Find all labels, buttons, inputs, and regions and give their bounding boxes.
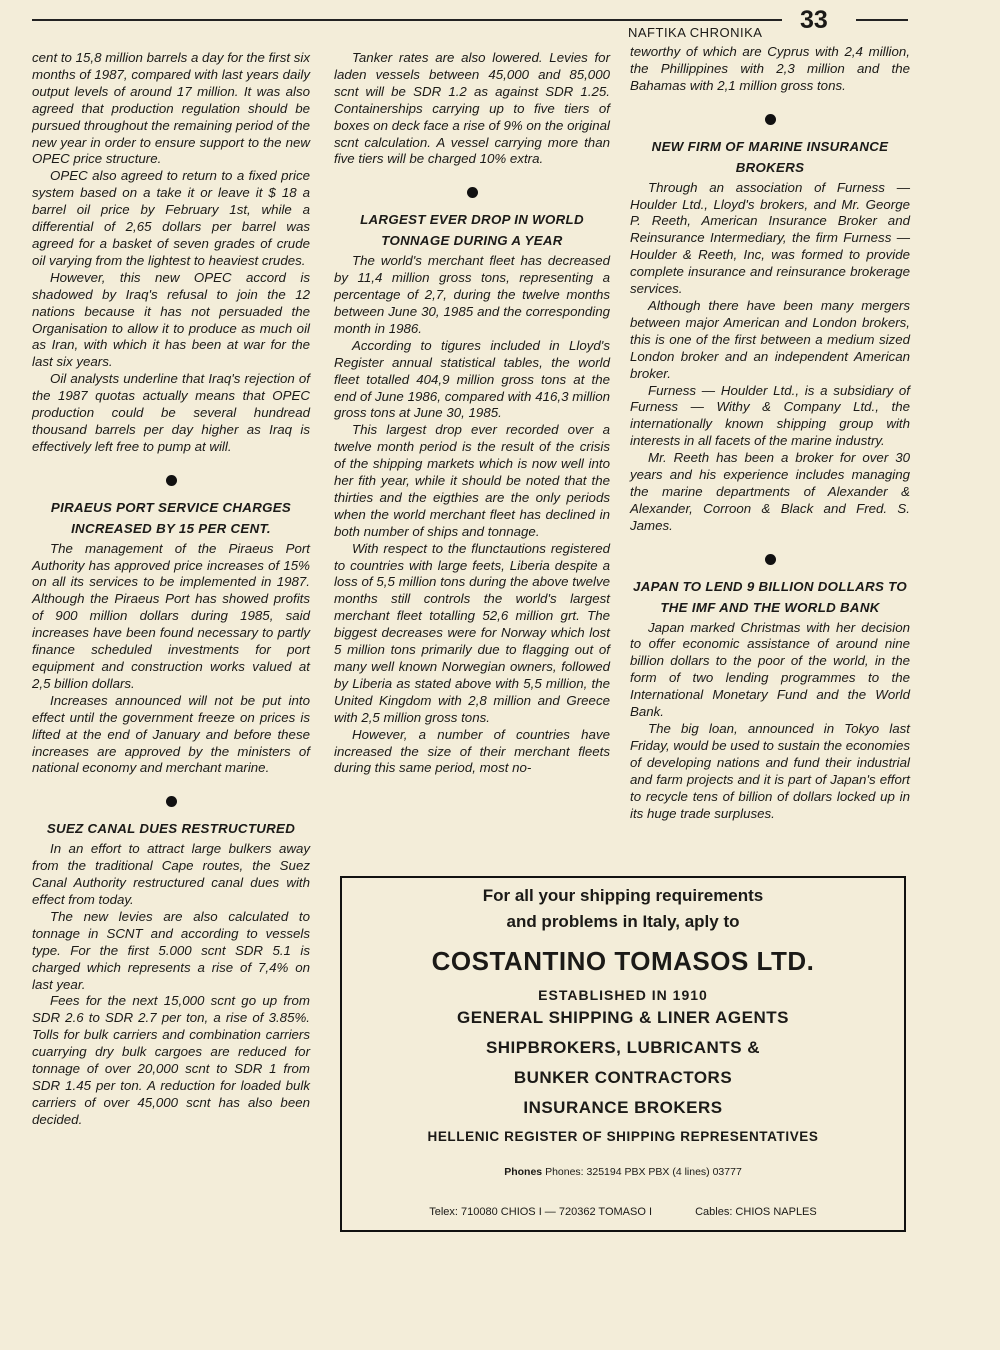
article-paragraph: Furness — Houlder Ltd., is a subsidiary of Furness — Withy & Company Ltd., the internationally known shipping group with interests in all facets of the marine industry. [630, 382, 910, 449]
headline: LARGEST EVER DROP IN WORLD TONNAGE DURING A YEAR [360, 212, 584, 249]
section-divider [32, 474, 310, 491]
japan-article [630, 576, 910, 823]
section-divider [630, 553, 910, 570]
article-paragraph: The new levies are also calculated to tonnage in SCNT and according to vessels type. For the first 5.000 scnt SDR 5.1 is charged which represents a rise of 7,4% on last year. [32, 908, 310, 992]
article-paragraph: In an effort to attract large bulkers away from the traditional Cape routes, the Suez Canal Authority restructured canal dues with effect from today. [32, 841, 310, 907]
article-paragraph: Although there have been many mergers between major American and London brokers, this is one of the first between a medium sized London broker and an independent American broker. [630, 297, 910, 381]
article-paragraph: cent to 15,8 million barrels a day for the first six months of 1987, compared with last years daily output levels of around 17 million. It was also agreed that production regulation should be pursued throughout the remaining period of the new year in order to ensure support to the new OPEC price structure. [32, 50, 310, 167]
ad-service: INSURANCE BROKERS [523, 1098, 723, 1117]
article-paragraph: OPEC also agreed to return to a fixed price system based on a take it or leave it $ 18 a barrel oil price by February 1st, while a differential of 2,65 dollars per barrel was agreed for a basket of seven grades of crude oil varying from the lightest to heaviest crudes. [32, 168, 310, 268]
opec-article [32, 50, 310, 456]
publication-title: NAFTIKA CHRONIKA [628, 25, 763, 40]
bullet-dot-icon [467, 187, 478, 198]
article-paragraph: The world's merchant fleet has decreased by 11,4 million gross tons, representing a percentage of 2,7, during the twelve months between June 30, 1985 and the corresponding month in 1986. [334, 253, 610, 336]
headline: JAPAN TO LEND 9 BILLION DOLLARS TO THE IMF AND THE WORLD BANK [633, 578, 907, 615]
bullet-dot-icon [166, 796, 177, 807]
ad-service: SHIPBROKERS, LUBRICANTS & [485, 1038, 761, 1057]
headline: PIRAEUS PORT SERVICE CHARGES INCREASED BY 15 PER CENT. [50, 499, 292, 536]
ad-phones-number: Phones: 325194 PBX PBX (4 lines) 03777 [545, 1166, 742, 1178]
piraeus-article [32, 497, 310, 778]
article-paragraph: With respect to the flunctautions registered to countries with large feets, Liberia despite a loss of 5,5 million tons during the above twelve months still controls the world's largest merchant fleet totalling 52,6 million grt. The biggest decreases were for Norway which lost 5 million tons primarily due to flagging out of many well known Norwegian owners, followed by Liberia as stated above with 5,5 million, the United Kingdom with 2,8 million and Greece with 2,5 million gross tons. [334, 540, 610, 725]
header-rule-left [32, 19, 782, 21]
section-divider [334, 186, 610, 203]
bullet-dot-icon [765, 554, 776, 565]
ad-register: HELLENIC REGISTER OF SHIPPING REPRESENTATIVES [427, 1129, 819, 1144]
column-2 [334, 50, 610, 777]
ad-tagline-2: and problems in Italy, aply to [506, 912, 740, 931]
ad-tagline-1: For all your shipping requirements [482, 886, 764, 905]
article-paragraph: teworthy of which are Cyprus with 2,4 million, the Phillippines with 2,3 million and the Bahamas with 2,1 million gross tons. [630, 44, 910, 93]
headline: NEW FIRM OF MARINE INSURANCE BROKERS [651, 138, 889, 175]
ad-service: BUNKER CONTRACTORS [513, 1068, 733, 1087]
suez-article [32, 818, 310, 1128]
article-paragraph: However, a number of countries have increased the size of their merchant fleets during this same period, most no- [334, 726, 610, 776]
page-number: 33 [800, 6, 828, 34]
section-divider [630, 113, 910, 130]
article-paragraph: Through an association of Furness — Houlder Ltd., Lloyd's brokers, and Mr. George P. Reeth, American Insurance Broker and Reinsurance Intermediary, the firm Furness — Houlder & Reeth, Inc, was formed to provide complete insurance and reinsurance brokerage services. [630, 179, 910, 297]
article-paragraph: Oil analysts underline that Iraq's rejection of the 1987 quotas actually means that OPEC production could be several hundread thousand barrels per day higher as Iraq is effectively left free to pump at will. [32, 371, 310, 454]
insurance-article [630, 136, 910, 535]
headline: SUEZ CANAL DUES RESTRUCTURED [46, 821, 296, 837]
article-paragraph: However, this new OPEC accord is shadowed by Iraq's refusal to join the 12 nations because it has not persuaded the Organisation to allow it to produce as much oil as Iran, with which it has been at war for the last six years. [32, 269, 310, 370]
bullet-dot-icon [166, 475, 177, 486]
article-paragraph: The big loan, announced in Tokyo last Friday, would be used to sustain the economies of developing nations and fund their industrial and farm projects and it is part of Japan's effort to recycle tens of billion of dollars locked up in its huge trade surpluses. [630, 721, 910, 821]
ad-established: ESTABLISHED IN 1910 [538, 987, 708, 1003]
bullet-dot-icon [765, 114, 776, 125]
ad-service: GENERAL SHIPPING & LINER AGENTS [457, 1008, 789, 1027]
article-paragraph: Japan marked Christmas with her decision to offer economic assistance of around nine billion dollars to the poor of the world, in the form of two lending programmes to the International Monetary Fund and the World Bank. [630, 619, 910, 720]
column-1 [32, 50, 310, 1129]
article-paragraph: The management of the Piraeus Port Authority has approved price increases of 15% on all its services to be implemented in 1987. Although the Piraeus Port has showed profits of 900 million dollars during 1985, said increases have been found necessary to partly finance scheduled investments for port equipment and construction works valued at 2,5 billion dollars. [32, 540, 310, 691]
ad-company-name: COSTANTINO TOMASOS LTD. [431, 946, 815, 976]
article-paragraph: Increases announced will not be put into effect until the government freeze on prices is lifted at the end of January and before these increases are approved by the ministers of national economy and merchant marine. [32, 692, 310, 776]
header-rule-right [856, 19, 908, 21]
ad-cables: Cables: CHIOS NAPLES [695, 1206, 817, 1218]
ad-telex: Telex: 710080 CHIOS I — 720362 TOMASO I [429, 1206, 653, 1218]
ad-phones-label: Phones [504, 1166, 543, 1178]
article-paragraph: Tanker rates are also lowered. Levies for laden vessels between 45,000 and 85,000 scnt will be SDR 1.2 as against SDR 1.25. Containerships carrying up to five tiers of boxes on deck face a rise of 9% on the original scnt calculation. A vessel carrying more than five tiers will be charged 10% extra. [334, 50, 610, 167]
article-paragraph: According to tigures included in Lloyd's Register annual statistical tables, the world fleet totalled 404,9 million gross tons at the end of June 1986, compared with 416,3 million gross tons at June 30, 1985. [334, 337, 610, 421]
tonnage-article [334, 209, 610, 777]
section-divider [32, 795, 310, 812]
article-paragraph: Fees for the next 15,000 scnt go up from SDR 2.6 to SDR 2.7 per ton, a rise of 3.85%. Tolls for bulk carriers and combination carriers cuarrying dry bulk cargoes are reduced for tonnage of over 20,000 scnt to SDR 1 from SDR 1.45 per ton. A reduction for loaded bulk carriers of over 45,000 scnt has also been decided. [32, 993, 310, 1127]
ad-phones [342, 1166, 904, 1178]
column-3 [630, 44, 910, 822]
ad-contacts [342, 1206, 904, 1218]
article-paragraph: This largest drop ever recorded over a twelve month period is the result of the crisis of the shipping markets which is now well into her fith year, while it should be noted that the thirties and the eigthies are the only periods when the world merchant fleet has declined in both number of ships and tonnage. [334, 422, 610, 539]
advertisement-box [340, 876, 906, 1232]
article-paragraph: Mr. Reeth has been a broker for over 30 years and his experience includes managing the marine departments of Alexander & Alexander, Corroon & Black and Fred. S. James. [630, 450, 910, 533]
